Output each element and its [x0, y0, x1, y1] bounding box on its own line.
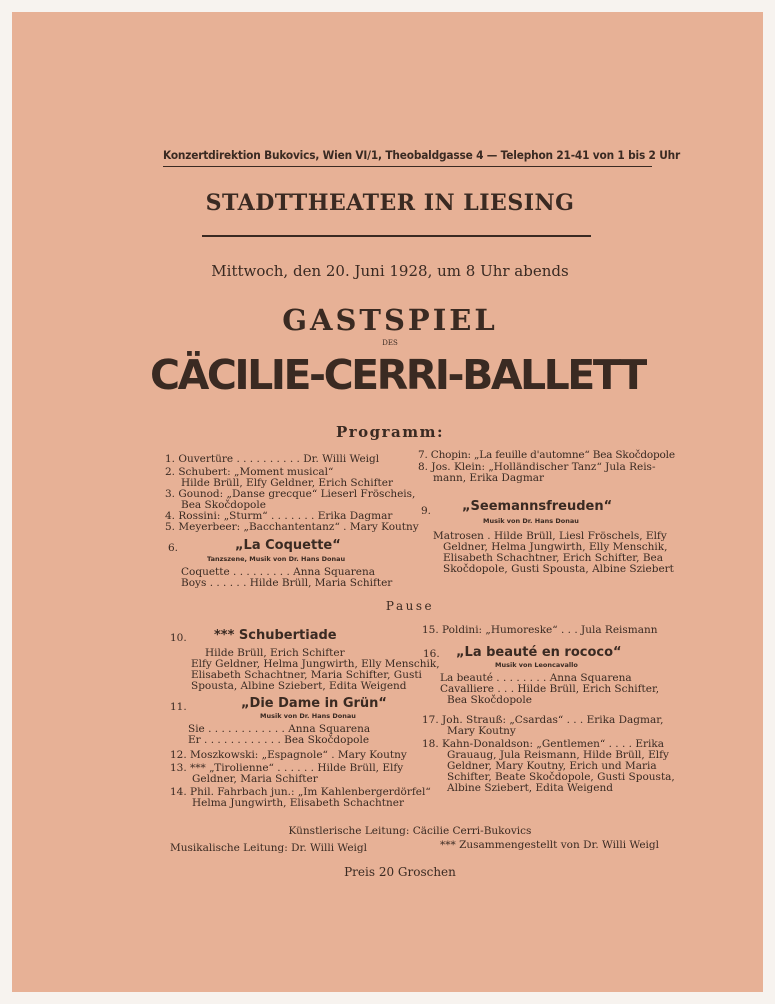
- program-item-9-subtitle: Musik von Dr. Hans Donau: [483, 517, 579, 525]
- pause-label: Pause: [385, 599, 435, 613]
- program-item-6-number: 6.: [168, 542, 179, 554]
- program-item-14: 14. Phil. Fahrbach jun.: „Im Kahlenbergerdörfel“: [170, 786, 431, 798]
- program-item-6-cast-1: Coquette . . . . . . . . . Anna Squarena: [181, 566, 376, 578]
- program-item-14-cast: Helma Jungwirth, Elisabeth Schachtner: [192, 797, 404, 809]
- program-item-7: 7. Chopin: „La feuille d'automne“ Bea Skočdopole: [418, 449, 675, 461]
- program-item-1: 1. Ouvertüre . . . . . . . . . . Dr. Willi Weigl: [165, 453, 380, 465]
- event-date: Mittwoch, den 20. Juni 1928, um 8 Uhr abends: [211, 262, 569, 280]
- theater-title: STADTTHEATER IN LIESING: [205, 190, 575, 216]
- program-item-5: 5. Meyerbeer: „Bacchantentanz“ . Mary Koutny: [165, 521, 419, 533]
- des-label: DES: [382, 339, 398, 347]
- price: Preis 20 Groschen: [344, 865, 456, 879]
- program-item-9-cast-2: Geldner, Helma Jungwirth, Elly Menschik,: [443, 541, 668, 553]
- title-rule: [202, 235, 591, 237]
- program-item-18-cast-4: Albine Sziebert, Edita Weigend: [447, 782, 613, 794]
- program-item-11-number: 11.: [170, 701, 187, 713]
- program-item-10-cast-2: Elfy Geldner, Helma Jungwirth, Elly Menschik,: [191, 658, 440, 670]
- program-item-9-cast-3: Elisabeth Schachtner, Erich Schifter, Bea: [443, 552, 664, 564]
- program-item-9-number: 9.: [421, 505, 432, 517]
- program-item-18: 18. Kahn-Donaldson: „Gentlemen“ . . . . Erika: [422, 738, 665, 750]
- program-item-3-cast: Bea Skočdopole: [181, 499, 266, 511]
- program-item-16-cast-1: La beauté . . . . . . . . Anna Squarena: [440, 672, 632, 684]
- program-item-8: 8. Jos. Klein: „Holländischer Tanz“ Jula Reis-: [418, 461, 656, 473]
- program-item-9-title: „Seemannsfreuden“: [462, 499, 613, 514]
- program-item-10-cast-4: Spousta, Albine Sziebert, Edita Weigend: [191, 680, 407, 692]
- program-item-16-cast-3: Bea Skočdopole: [447, 694, 532, 706]
- program-item-12: 12. Moszkowski: „Espagnole“ . Mary Koutny: [170, 749, 407, 761]
- program-item-11-cast-2: Er . . . . . . . . . . . . Bea Skočdopole: [188, 734, 370, 746]
- program-item-10-number: 10.: [170, 632, 187, 644]
- header-line: Konzertdirektion Bukovics, Wien VI/1, Theobaldgasse 4 — Telephon 21-41 von 1 bis 2 Uhr: [163, 148, 681, 162]
- program-item-9-cast-4: Skočdopole, Gusti Spousta, Albine Sziebert: [443, 563, 674, 575]
- ballet-name: CÄCILIE-CERRI-BALLETT: [150, 351, 645, 399]
- program-item-16-subtitle: Musik von Leoncavallo: [495, 661, 578, 669]
- program-item-17: 17. Joh. Strauß: „Csardas“ . . . Erika Dagmar,: [422, 714, 664, 726]
- program-item-2-cast: Hilde Brüll, Elfy Geldner, Erich Schifter: [181, 477, 393, 489]
- program-item-16-title: „La beauté en rococo“: [456, 645, 622, 660]
- program-item-18-cast-2: Geldner, Mary Koutny, Erich und Maria: [447, 760, 657, 772]
- program-item-6-subtitle: Tanzszene, Musik von Dr. Hans Donau: [207, 555, 346, 563]
- program-item-13: 13. *** „Tirolienne“ . . . . . . Hilde Brüll, Elfy: [170, 762, 404, 774]
- header-rule: [163, 166, 652, 167]
- program-item-11-title: „Die Dame in Grün“: [241, 696, 387, 711]
- program-item-2: 2. Schubert: „Moment musical“: [165, 466, 334, 478]
- programm-heading: Programm:: [335, 423, 445, 441]
- musical-direction: Musikalische Leitung: Dr. Willi Weigl: [170, 842, 367, 854]
- program-item-3: 3. Gounod: „Danse grecque“ Lieserl Fröscheis,: [165, 488, 416, 500]
- program-item-10-title: *** Schubertiade: [214, 628, 337, 643]
- program-item-18-cast-3: Schifter, Beate Skočdopole, Gusti Spousta,: [447, 771, 675, 783]
- program-item-6-cast-2: Boys . . . . . . Hilde Brüll, Maria Schifter: [181, 577, 393, 589]
- program-item-11-cast-1: Sie . . . . . . . . . . . . Anna Squarena: [188, 723, 371, 735]
- program-item-6-title: „La Coquette“: [235, 538, 341, 553]
- gastspiel-heading: GASTSPIEL: [282, 303, 498, 337]
- program-item-16-number: 16.: [423, 648, 440, 660]
- program-item-11-subtitle: Musik von Dr. Hans Donau: [260, 712, 356, 720]
- program-item-8-cast: mann, Erika Dagmar: [433, 472, 545, 484]
- program-item-10-cast-3: Elisabeth Schachtner, Maria Schifter, Gusti: [191, 669, 422, 681]
- artistic-direction: Künstlerische Leitung: Cäcilie Cerri-Bukovics: [288, 825, 532, 837]
- program-item-16-cast-2: Cavalliere . . . Hilde Brüll, Erich Schifter,: [440, 683, 660, 695]
- program-item-13-cast: Geldner, Maria Schifter: [192, 773, 318, 785]
- compiled-by: *** Zusammengestellt von Dr. Willi Weigl: [440, 839, 659, 851]
- program-item-15: 15. Poldini: „Humoreske“ . . . Jula Reismann: [422, 624, 658, 636]
- program-item-18-cast-1: Grauaug, Jula Reismann, Hilde Brüll, Elfy: [447, 749, 669, 761]
- program-item-17-cast: Mary Koutny: [447, 725, 516, 737]
- program-item-4: 4. Rossini: „Sturm“ . . . . . . . Erika Dagmar: [165, 510, 393, 522]
- program-item-9-cast-1: Matrosen . Hilde Brüll, Liesl Fröschels, Elfy: [433, 530, 667, 542]
- program-item-10-cast-1: Hilde Brüll, Erich Schifter: [205, 647, 345, 659]
